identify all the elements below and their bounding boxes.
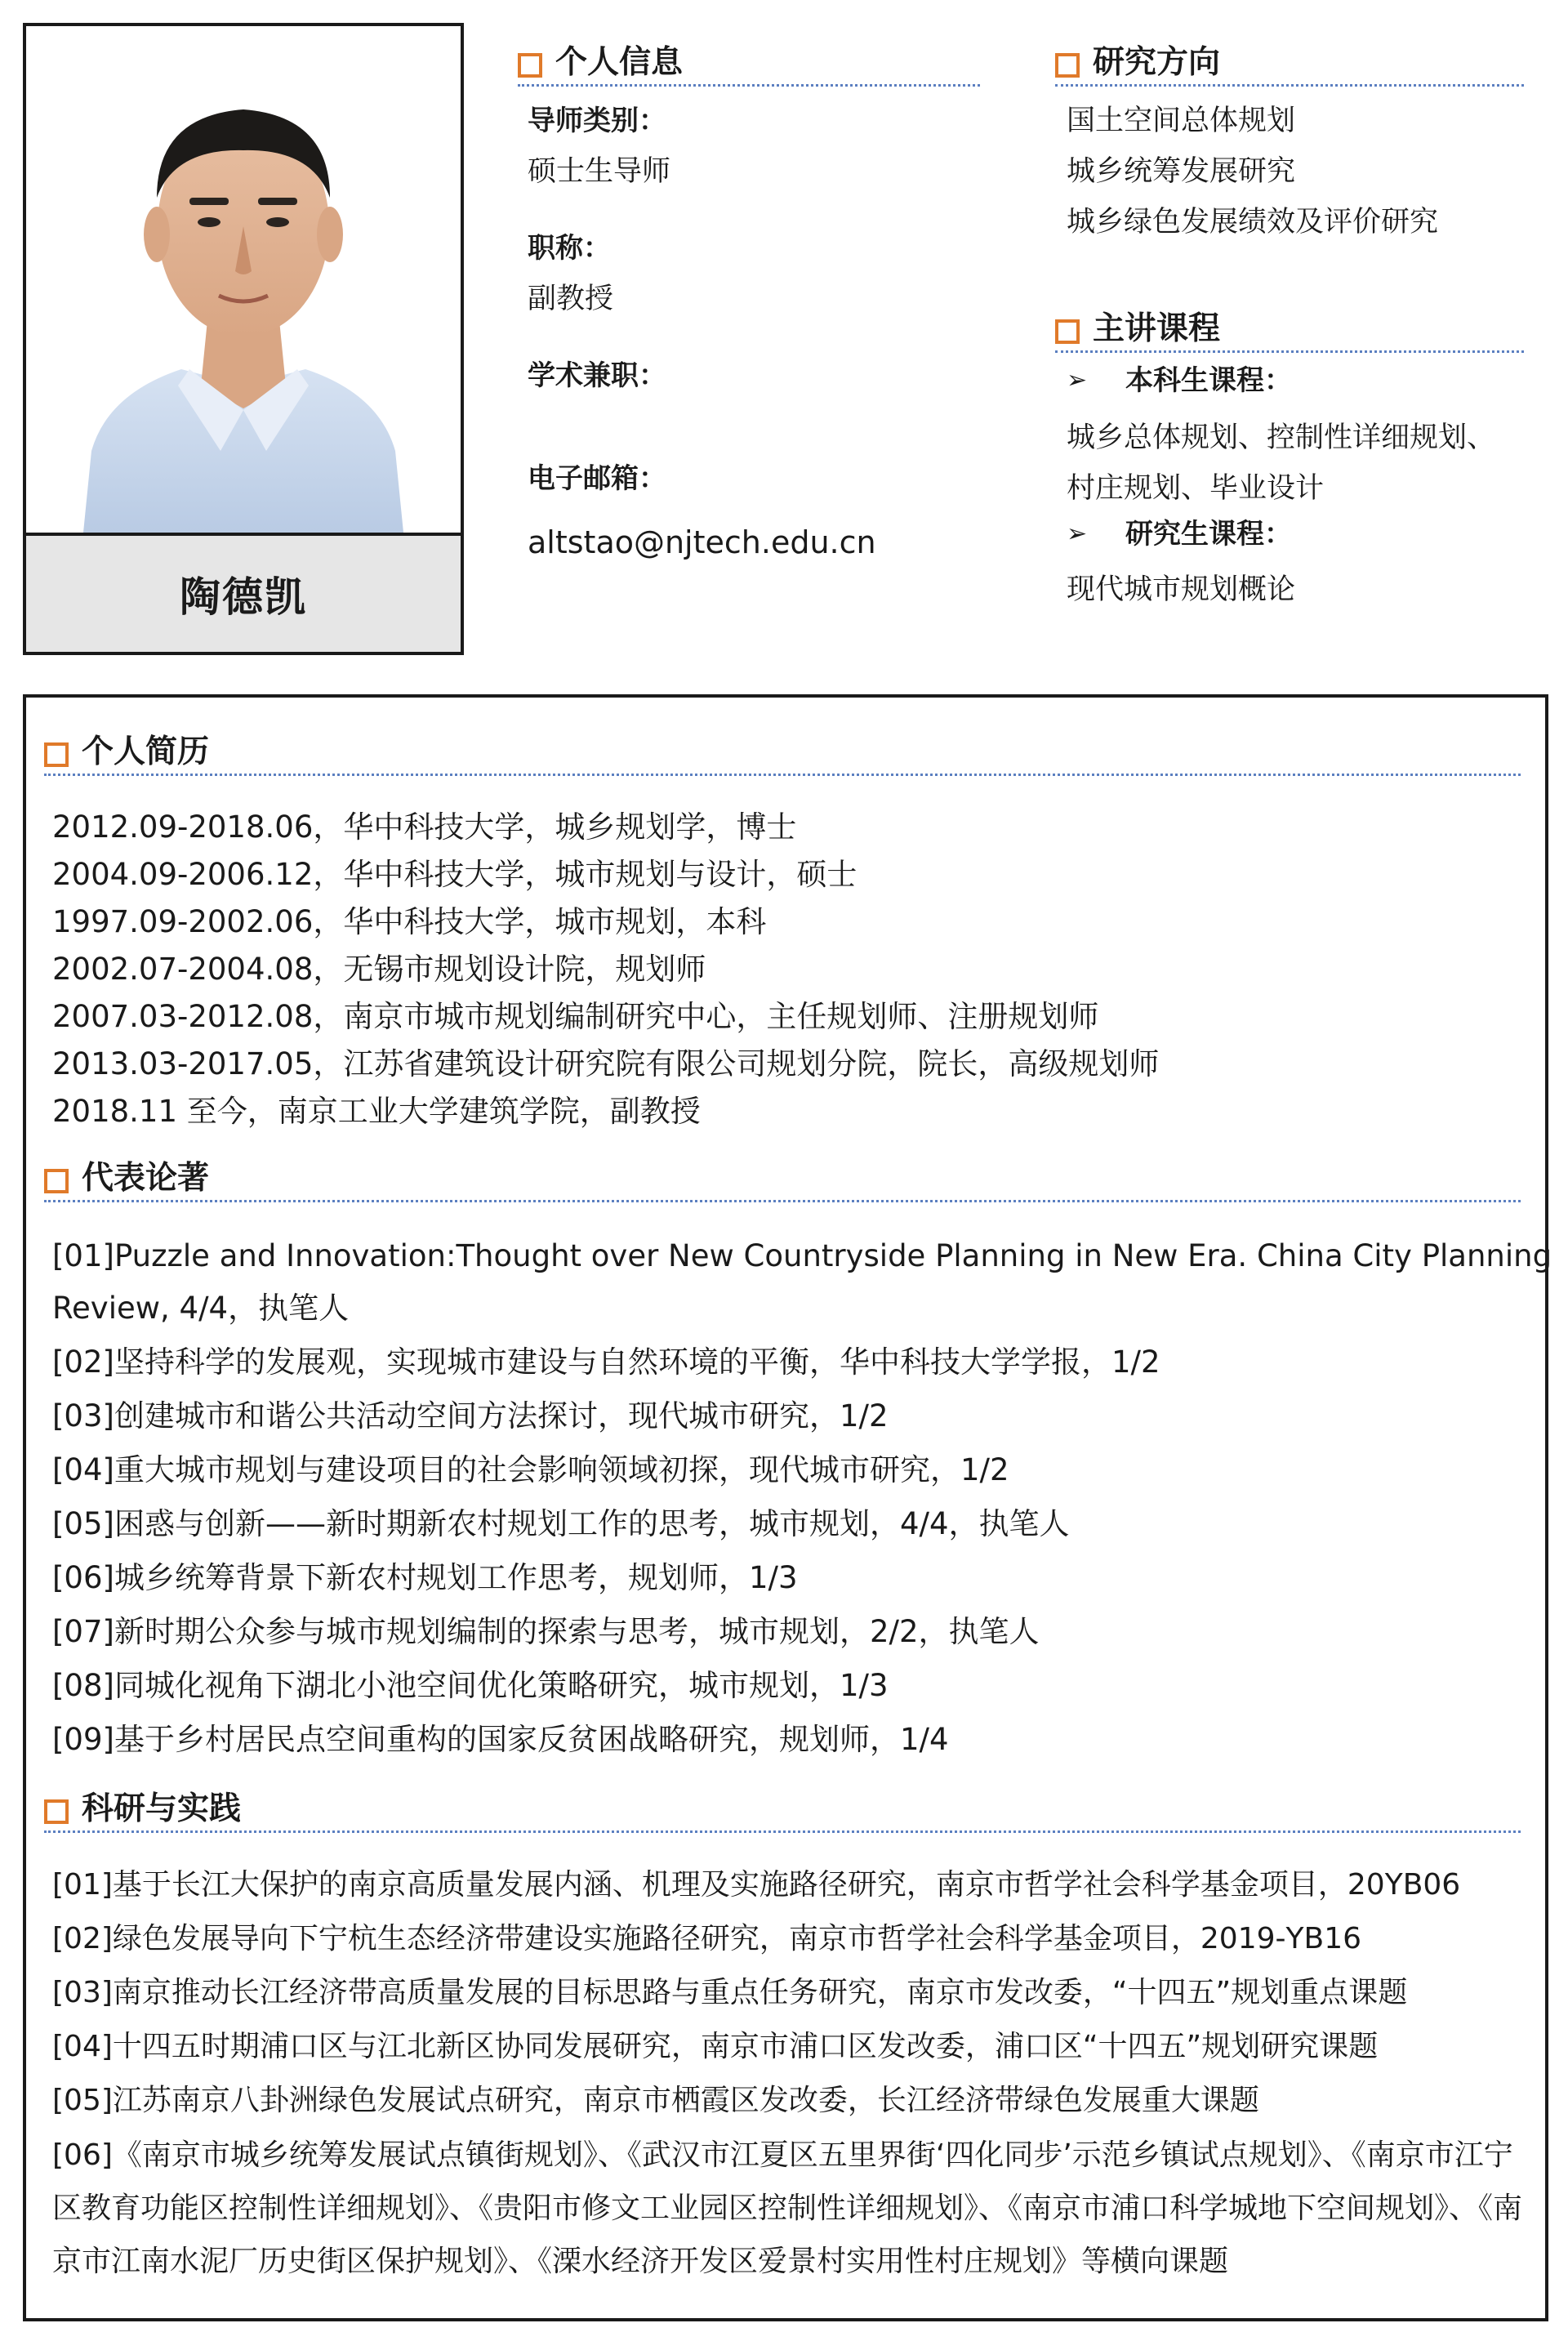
arrow-bullet-icon: ➢ [1067,366,1088,395]
grad-courses-line: 现代城市规划概论 [1067,573,1296,606]
grad-courses-heading [1067,516,1524,552]
profile-card [23,23,464,655]
project-item: [06]《南京市城乡统筹发展试点镇街规划》、《武汉市江夏区五里界街‘四化同步’示范乡镇试点规划》、《南京市江宁区教育功能区控制性详细规划》、《贵阳市修文工业园区控制性详细规划》、《南京市浦口科学城地下空间规划》、《南京市江南水泥厂历史街区保护规划》、《溧水经济开发区爱景村实用性村庄规划》等横向课题 [52,2138,1523,2278]
section-publications [44,1158,1521,1202]
undergrad-courses-line: 城乡总体规划、控制性详细规划、 [1067,421,1496,454]
resume-item: 2012.09-2018.06，华中科技大学，城乡规划学，博士 [52,809,797,845]
resume-item: 2018.11 至今，南京工业大学建筑学院，副教授 [52,1094,701,1129]
section-projects [44,1789,1521,1833]
section-square-icon [44,1799,69,1824]
publication-item: [08]同城化视角下湖北小池空间优化策略研究，城市规划，1/3 [52,1668,889,1703]
section-square-icon [518,53,542,78]
project-item: [01]基于长江大保护的南京高质量发展内涵、机理及实施路径研究，南京市哲学社会科学基金项目，20YB06 [52,1868,1461,1902]
resume-item: 2013.03-2017.05，江苏省建筑设计研究院有限公司规划分院，院长，高级规划师 [52,1046,1160,1081]
publication-item: [03]创建城市和谐公共活动空间方法探讨，现代城市研究，1/2 [52,1398,889,1434]
undergrad-courses-line: 村庄规划、毕业设计 [1067,472,1325,505]
grad-courses-label: 研究生课程： [1125,518,1292,551]
undergrad-courses-heading [1067,363,1524,399]
section-square-icon [44,1169,69,1193]
undergrad-courses-label: 本科生课程： [1125,364,1292,397]
resume-item: 2002.07-2004.08，无锡市规划设计院，规划师 [52,952,706,987]
publication-item: [06]城乡统筹背景下新农村规划工作思考，规划师，1/3 [52,1560,798,1595]
project-item: [05]江苏南京八卦洲绿色发展试点研究，南京市栖霞区发改委，长江经济带绿色发展重大课题 [52,2084,1259,2117]
section-square-icon [1055,53,1080,78]
project-item: [04]十四五时期浦口区与江北新区协同发展研究，南京市浦口区发改委，浦口区“十四五”规划研究课题 [52,2030,1379,2063]
section-title: 主讲课程 [1093,310,1221,347]
publication-item: [05]困惑与创新——新时期新农村规划工作的思考，城市规划，4/4，执笔人 [52,1506,1070,1541]
research-item: 城乡绿色发展绩效及评价研究 [1067,206,1439,239]
arrow-bullet-icon: ➢ [1067,519,1088,548]
rank-value: 副教授 [528,283,614,315]
publication-item: Review, 4/4，执笔人 [52,1291,350,1326]
section-title: 研究方向 [1093,44,1221,81]
section-title: 代表论著 [82,1160,210,1197]
section-research [1055,42,1524,87]
resume-item: 2007.03-2012.08，南京市城市规划编制研究中心，主任规划师、注册规划师 [52,999,1099,1034]
name-band [26,533,461,652]
section-personal-info [518,42,980,87]
project-item: [03]南京推动长江经济带高质量发展的目标思路与重点任务研究，南京市发改委，“十四五”规划重点课题 [52,1976,1408,2009]
research-item: 国土空间总体规划 [1067,105,1296,137]
resume-item: 2004.09-2006.12，华中科技大学，城市规划与设计，硕士 [52,857,858,892]
publication-item: [01]Puzzle and Innovation:Thought over New Countryside Planning in New Era. China City Planning [52,1238,1552,1273]
section-title: 个人信息 [555,44,684,81]
section-title: 个人简历 [82,734,210,770]
person-name: 陶德凯 [180,573,307,621]
rank-label: 职称： [528,232,611,265]
section-resume [44,732,1521,776]
email-value[interactable]: altstao@njtech.edu.cn [528,524,876,560]
resume-item: 1997.09-2002.06，华中科技大学，城市规划，本科 [52,904,767,939]
section-square-icon [1055,319,1080,344]
research-item: 城乡统筹发展研究 [1067,155,1296,188]
publication-item: [09]基于乡村居民点空间重构的国家反贫困战略研究，规划师，1/4 [52,1722,949,1757]
email-label: 电子邮箱： [528,462,666,495]
academic-post-label: 学术兼职： [528,359,666,392]
section-courses [1055,309,1524,353]
portrait-photo [26,26,461,533]
publication-item: [04]重大城市规划与建设项目的社会影响领域初探，现代城市研究，1/2 [52,1452,1009,1487]
section-title: 科研与实践 [82,1790,242,1827]
portrait-illustration [26,26,461,533]
advisor-type-label: 导师类别： [528,105,666,137]
advisor-type-value: 硕士生导师 [528,155,671,188]
publication-item: [02]坚持科学的发展观，实现城市建设与自然环境的平衡，华中科技大学学报，1/2 [52,1344,1160,1380]
publication-item: [07]新时期公众参与城市规划编制的探索与思考，城市规划，2/2，执笔人 [52,1614,1040,1649]
project-item: [02]绿色发展导向下宁杭生态经济带建设实施路径研究，南京市哲学社会科学基金项目，2019-YB16 [52,1922,1362,1955]
section-square-icon [44,742,69,767]
